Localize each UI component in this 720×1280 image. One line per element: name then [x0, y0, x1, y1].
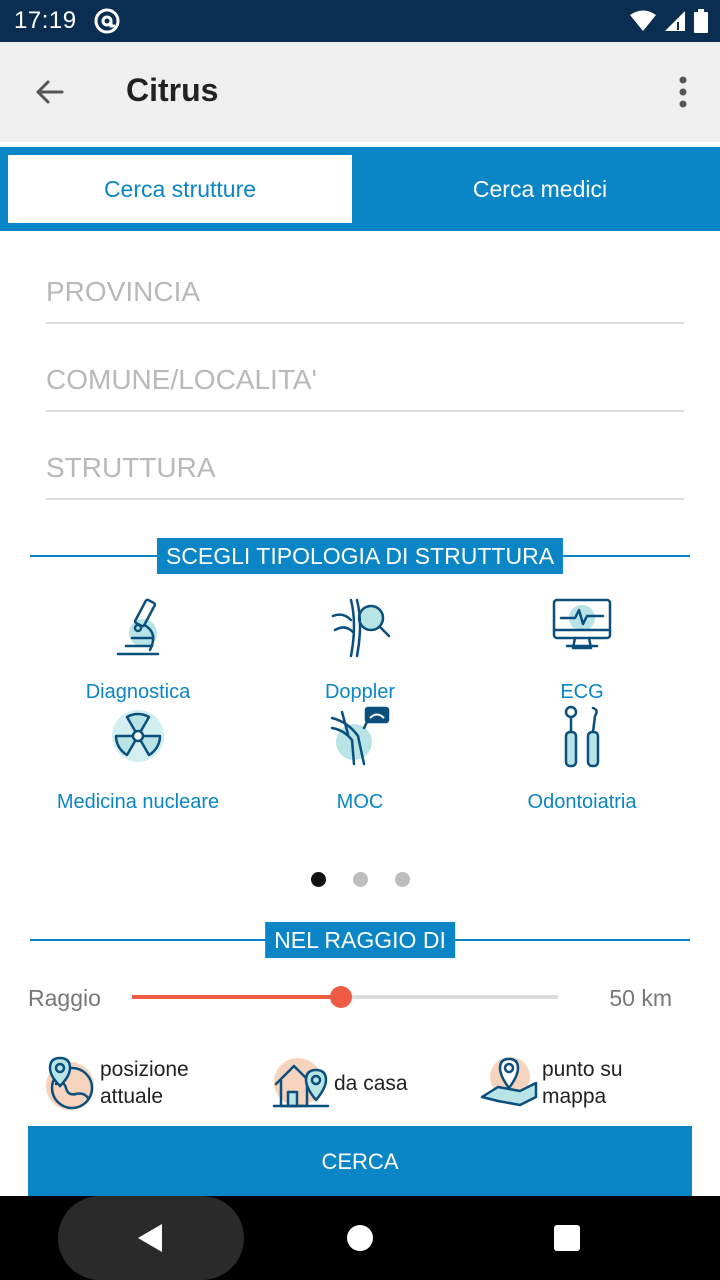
provincia-placeholder: PROVINCIA — [46, 276, 201, 307]
status-time: 17:19 — [14, 7, 77, 34]
option-label-line1: punto su — [542, 1058, 623, 1081]
tab-cerca-medici[interactable]: Cerca medici — [472, 175, 608, 202]
microscope-icon — [106, 594, 170, 660]
radius-value: 50 km — [609, 985, 672, 1011]
option-posizione-attuale[interactable] — [44, 1050, 189, 1116]
category-label: MOC — [336, 791, 384, 813]
provincia-field[interactable] — [46, 268, 684, 324]
section-raggio-title: NEL RAGGIO DI — [265, 922, 455, 958]
pager-dot[interactable] — [395, 872, 410, 887]
option-label-line1: da casa — [334, 1071, 408, 1095]
category-doppler[interactable] — [250, 594, 470, 704]
category-label: Doppler — [324, 681, 396, 703]
struttura-field[interactable] — [46, 444, 684, 500]
pager-dot[interactable] — [353, 872, 368, 887]
tab-cerca-strutture[interactable]: Cerca strutture — [8, 155, 352, 223]
bone-scan-icon — [328, 704, 392, 768]
nav-recents-icon[interactable] — [547, 1218, 587, 1258]
signal-icon — [664, 10, 686, 32]
system-nav-bar — [0, 1196, 720, 1280]
radius-slider-row — [28, 980, 688, 1016]
house-pin-icon — [272, 1056, 330, 1110]
category-label: Odontoiatria — [527, 791, 637, 813]
category-ecg[interactable] — [472, 594, 692, 704]
radius-slider-fill — [132, 995, 341, 999]
at-notification-icon — [94, 8, 120, 34]
section-tipologia — [30, 538, 690, 574]
map-pin-icon — [480, 1055, 538, 1111]
vein-magnifier-icon — [327, 594, 393, 660]
page-title: Citrus — [126, 72, 219, 108]
dental-tools-icon — [557, 704, 607, 768]
category-diagnostica[interactable] — [28, 594, 248, 704]
radius-label: Raggio — [28, 985, 101, 1011]
battery-icon — [694, 9, 708, 33]
comune-field[interactable] — [46, 356, 684, 412]
app-bar — [0, 42, 720, 142]
radius-slider[interactable] — [132, 995, 558, 999]
option-da-casa[interactable] — [272, 1050, 408, 1116]
option-label-line1: posizione — [100, 1058, 189, 1081]
pager-dot[interactable] — [311, 872, 326, 887]
category-label: Medicina nucleare — [56, 791, 220, 813]
nav-back-icon[interactable] — [130, 1218, 170, 1258]
globe-pin-icon — [44, 1054, 96, 1112]
option-label-line2: mappa — [542, 1085, 607, 1108]
wifi-icon — [630, 10, 656, 32]
nav-home-icon[interactable] — [340, 1218, 380, 1258]
option-label-line2: attuale — [100, 1085, 164, 1108]
pager-dots — [0, 872, 720, 890]
radius-slider-thumb[interactable] — [330, 986, 352, 1008]
struttura-placeholder: STRUTTURA — [46, 452, 216, 483]
comune-placeholder: COMUNE/LOCALITA' — [46, 364, 317, 395]
status-bar — [0, 0, 720, 42]
ecg-monitor-icon — [551, 594, 613, 654]
option-punto-su-mappa[interactable] — [480, 1050, 623, 1116]
search-button[interactable]: CERCA — [28, 1126, 692, 1198]
more-options-icon[interactable] — [668, 70, 698, 114]
radiation-icon — [107, 704, 169, 768]
category-medicina-nucleare[interactable] — [28, 704, 248, 814]
category-label: Diagnostica — [85, 681, 191, 703]
section-raggio — [30, 922, 690, 958]
search-tabs — [0, 147, 720, 231]
category-moc[interactable] — [250, 704, 470, 814]
category-odontoiatria[interactable] — [472, 704, 692, 814]
back-arrow-icon[interactable] — [28, 70, 72, 114]
category-label: ECG — [560, 681, 604, 703]
section-tipologia-title: SCEGLI TIPOLOGIA DI STRUTTURA — [157, 538, 563, 574]
